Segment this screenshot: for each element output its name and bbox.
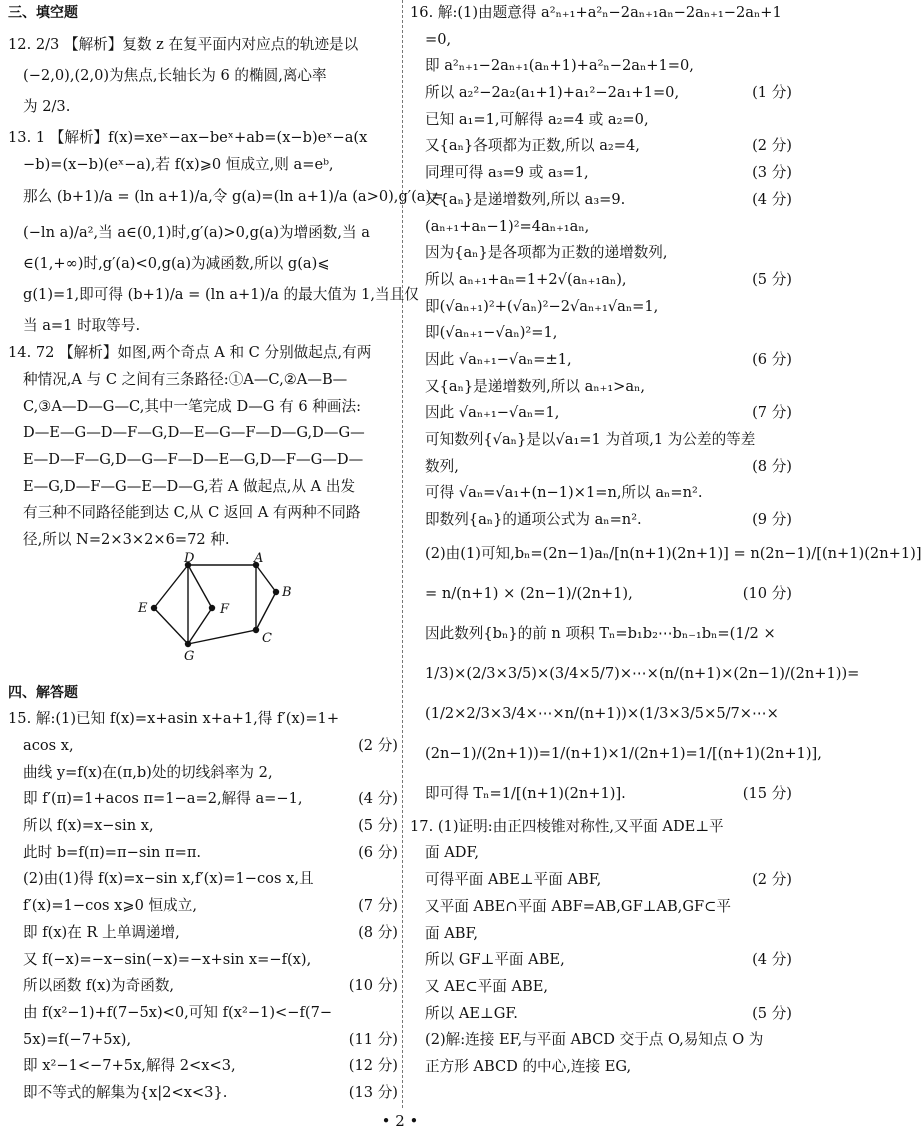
problems-16-17 xyxy=(410,0,922,1081)
text-line: 那么 (b+1)/a = (ln a+1)/a,令 g(a)=(ln a+1)/a (a>0),g′(a)= xyxy=(23,187,444,205)
label-E: E xyxy=(138,600,148,616)
text-line: (−ln a)/a²,当 a∈(0,1)时,g′(a)>0,g(a)为增函数,当 a xyxy=(23,223,370,241)
text-line xyxy=(410,867,792,894)
text-line xyxy=(410,507,792,534)
score-label: (15 分) xyxy=(742,784,792,802)
text-line xyxy=(410,133,792,160)
score-label: (7 分) xyxy=(358,897,398,915)
text-line: (aₙ₊₁+aₙ−1)²=4aₙ₊₁aₙ, xyxy=(425,217,590,235)
line-text: 同理可得 a₃=9 或 a₃=1, xyxy=(425,164,589,182)
line-text: = n/(n+1) × (2n−1)/(2n+1), xyxy=(425,584,633,602)
text-line: D—E—G—D—F—G,D—E—G—F—D—G,D—G— xyxy=(23,424,365,442)
text-line: 面 ABF, xyxy=(425,924,478,942)
score-label: (12 分) xyxy=(348,1057,398,1075)
text-line: 面 ADF, xyxy=(425,844,479,862)
text-line xyxy=(410,947,792,974)
score-label: (6 分) xyxy=(752,350,792,368)
text-line: 因为{aₙ}是各项都为正数的递增数列, xyxy=(425,244,668,262)
text-line xyxy=(8,920,398,947)
score-label: (4 分) xyxy=(752,190,792,208)
text-line: 12. 2/3 【解析】复数 z 在复平面内对应点的轨迹是以 xyxy=(8,35,359,53)
text-line: 曲线 y=f(x)在(π,b)处的切线斜率为 2, xyxy=(23,763,273,781)
text-line xyxy=(410,400,792,427)
text-line xyxy=(410,347,792,374)
vertex-B xyxy=(273,588,279,594)
text-line: 正方形 ABCD 的中心,连接 EG, xyxy=(425,1057,632,1075)
line-text: 又{aₙ}是递增数列,所以 a₃=9. xyxy=(425,190,626,208)
score-label: (6 分) xyxy=(358,843,398,861)
text-line: 可得 √aₙ=√a₁+(n−1)×1=n,所以 aₙ=n². xyxy=(425,484,703,502)
text-line: E—D—F—G,D—G—F—D—E—G,D—F—G—D— xyxy=(23,450,364,468)
text-line: (2)解:连接 EF,与平面 ABCD 交于点 O,易知点 O 为 xyxy=(425,1031,764,1049)
score-label: (3 分) xyxy=(752,164,792,182)
line-text: 即数列{aₙ}的通项公式为 aₙ=n². xyxy=(425,511,642,529)
line-text: 又{aₙ}各项都为正数,所以 a₂=4, xyxy=(425,137,640,155)
line-text: 即 f′(π)=1+acos π=1−a=2,解得 a=−1, xyxy=(23,790,303,808)
line-text: 即可得 Tₙ=1/[(n+1)(2n+1)]. xyxy=(425,784,626,802)
text-line: 当 a=1 时取等号. xyxy=(23,317,141,335)
text-line: 又 f(−x)=−x−sin(−x)=−x+sin x=−f(x), xyxy=(23,950,312,968)
line-text: 可得平面 ABE⊥平面 ABF, xyxy=(425,871,602,889)
label-F: F xyxy=(220,601,230,617)
text-line: 15. 解:(1)已知 f(x)=x+asin x+a+1,得 f′(x)=1+ xyxy=(8,710,340,728)
text-line: E—G,D—F—G—E—D—G,若 A 做起点,从 A 出发 xyxy=(23,477,356,495)
text-line: 1/3)×(2/3×3/5)×(3/4×5/7)×⋯×(n/(n+1)×(2n−1)/(2n+1))= xyxy=(425,664,860,682)
line-text: 数列, xyxy=(425,457,459,475)
problem-15 xyxy=(8,680,398,1107)
text-line: 三、填空题 xyxy=(8,5,78,21)
score-label: (2 分) xyxy=(752,871,792,889)
line-text: 所以 f(x)=x−sin x, xyxy=(23,817,154,835)
text-line: 由 f(x²−1)+f(7−5x)<0,可知 f(x²−1)<−f(7− xyxy=(23,1003,333,1021)
score-label: (5 分) xyxy=(752,270,792,288)
score-label: (1 分) xyxy=(752,84,792,102)
text-line: 16. 解:(1)由题意得 a²ₙ₊₁+a²ₙ−2aₙ₊₁aₙ−2aₙ₊₁−2aₙ+1 xyxy=(410,4,782,21)
text-line xyxy=(410,187,792,214)
line-text: 即 x²−1<−7+5x,解得 2<x<3, xyxy=(23,1057,236,1075)
text-line: 14. 72 【解析】如图,两个奇点 A 和 C 分别做起点,有两 xyxy=(8,344,372,362)
text-line: (2)由(1)得 f(x)=x−sin x,f′(x)=1−cos x,且 xyxy=(23,870,314,888)
score-label: (8 分) xyxy=(752,457,792,475)
text-line: (2n−1)/(2n+1))=1/(n+1)×1/(2n+1)=1/[(n+1)(2n+1)], xyxy=(425,744,822,762)
text-line: 径,所以 N=2×3×2×6=72 种. xyxy=(23,530,230,548)
right-column xyxy=(410,0,922,1081)
score-label: (5 分) xyxy=(752,1004,792,1022)
text-line xyxy=(8,840,398,867)
line-text: 所以 AE⊥GF. xyxy=(425,1004,518,1022)
score-label: (9 分) xyxy=(752,511,792,529)
text-line: =0, xyxy=(425,30,452,48)
text-line: 13. 1 【解析】f(x)=xeˣ−ax−beˣ+ab=(x−b)eˣ−a(x xyxy=(8,129,368,147)
column-divider xyxy=(402,0,403,1108)
text-line: C,③A—D—G—C,其中一笔完成 D—G 有 6 种画法: xyxy=(23,397,361,415)
label-G: G xyxy=(184,648,195,664)
text-line: 有三种不同路径能到达 C,从 C 返回 A 有两种不同路 xyxy=(23,504,361,522)
text-line: 为 2/3. xyxy=(23,98,71,116)
text-line: 又平面 ABE∩平面 ABF=AB,GF⊥AB,GF⊂平 xyxy=(425,897,731,915)
text-line: (2)由(1)可知,bₙ=(2n−1)aₙ/[n(n+1)(2n+1)] = n(2n−1)/[(n+1)(2n+1)] xyxy=(425,544,922,562)
text-line xyxy=(410,1001,792,1028)
text-line xyxy=(8,786,398,813)
text-line: (1/2×2/3×3/4×⋯×n/(n+1))×(1/3×3/5×5/7×⋯× xyxy=(425,704,779,722)
text-line: g(1)=1,即可得 (b+1)/a = (ln a+1)/a 的最大值为 1,当且仅 xyxy=(23,286,419,304)
label-B: B xyxy=(282,584,292,600)
text-line: ∈(1,+∞)时,g′(a)<0,g(a)为减函数,所以 g(a)⩽ xyxy=(23,254,330,272)
text-line: −b)=(x−b)(eˣ−a),若 f(x)⩾0 恒成立,则 a=eᵇ, xyxy=(23,156,334,174)
line-text: 此时 b=f(π)=π−sin π=π. xyxy=(23,843,202,861)
text-line: 即 a²ₙ₊₁−2aₙ₊₁(aₙ+1)+a²ₙ−2aₙ+1=0, xyxy=(425,57,694,75)
line-text: f′(x)=1−cos x⩾0 恒成立, xyxy=(23,897,197,915)
text-line: 可知数列{√aₙ}是以√a₁=1 为首项,1 为公差的等差 xyxy=(425,431,756,448)
text-line: 即(√aₙ₊₁)²+(√aₙ)²−2√aₙ₊₁√aₙ=1, xyxy=(425,297,659,315)
line-text: 所以 aₙ₊₁+aₙ=1+2√(aₙ₊₁aₙ), xyxy=(425,270,627,288)
text-line xyxy=(8,1027,398,1054)
line-text: acos x, xyxy=(23,737,74,754)
score-label: (4 分) xyxy=(752,951,792,969)
score-label: (10 分) xyxy=(348,977,398,995)
line-text: 所以 GF⊥平面 ABE, xyxy=(425,951,565,969)
line-text: 即不等式的解集为{x|2<x<3}. xyxy=(23,1083,228,1101)
text-line: 17. (1)证明:由正四棱锥对称性,又平面 ADE⊥平 xyxy=(410,817,724,835)
score-label: (2 分) xyxy=(752,137,792,155)
text-line xyxy=(410,267,792,294)
text-line: (−2,0),(2,0)为焦点,长轴长为 6 的椭圆,离心率 xyxy=(23,66,327,84)
label-A: A xyxy=(254,550,264,566)
text-line: 已知 a₁=1,可解得 a₂=4 或 a₂=0, xyxy=(425,110,649,128)
line-text: 即 f(x)在 R 上单调递增, xyxy=(23,923,180,941)
score-label: (5 分) xyxy=(358,817,398,835)
text-line xyxy=(410,774,792,814)
text-line: 即(√aₙ₊₁−√aₙ)²=1, xyxy=(425,324,558,342)
vertex-E xyxy=(151,604,157,610)
text-line xyxy=(8,1080,398,1107)
score-label: (8 分) xyxy=(358,923,398,941)
vertex-F xyxy=(209,604,215,610)
label-C: C xyxy=(262,630,272,646)
text-line xyxy=(8,813,398,840)
vertex-C xyxy=(253,626,259,632)
line-text: 5x)=f(−7+5x), xyxy=(23,1030,132,1048)
text-line xyxy=(8,893,398,920)
line-text: 所以函数 f(x)为奇函数, xyxy=(23,977,175,995)
text-line xyxy=(410,160,792,187)
text-line: 种情况,A 与 C 之间有三条路径:①A—C,②A—B— xyxy=(23,370,348,388)
text-line xyxy=(410,80,792,107)
score-label: (10 分) xyxy=(742,584,792,602)
score-label: (4 分) xyxy=(358,790,398,808)
score-label: (13 分) xyxy=(348,1083,398,1101)
text-line xyxy=(410,574,792,614)
graph-figure xyxy=(8,550,398,674)
score-label: (7 分) xyxy=(752,404,792,422)
line-text: 因此 √aₙ₊₁−√aₙ=±1, xyxy=(425,350,572,368)
page-number: • 2 • xyxy=(381,1112,419,1130)
text-line: 又 AE⊂平面 ABE, xyxy=(425,977,549,995)
vertex-G xyxy=(185,640,191,646)
score-label: (2 分) xyxy=(358,737,398,754)
line-text: 所以 a₂²−2a₂(a₁+1)+a₁²−2a₁+1=0, xyxy=(425,84,680,102)
problem-14-graph xyxy=(128,550,308,674)
text-line: 又{aₙ}是递增数列,所以 aₙ₊₁>aₙ, xyxy=(425,377,646,395)
text-line: 因此数列{bₙ}的前 n 项积 Tₙ=b₁b₂⋯bₙ₋₁bₙ=(1/2 × xyxy=(425,624,776,642)
score-label: (11 分) xyxy=(348,1030,398,1048)
text-line xyxy=(8,733,398,760)
line-text: 因此 √aₙ₊₁−√aₙ=1, xyxy=(425,404,560,422)
text-line xyxy=(8,973,398,1000)
text-line xyxy=(410,454,792,481)
label-D: D xyxy=(184,550,195,566)
text-line: 四、解答题 xyxy=(8,684,78,701)
text-line xyxy=(8,1053,398,1080)
